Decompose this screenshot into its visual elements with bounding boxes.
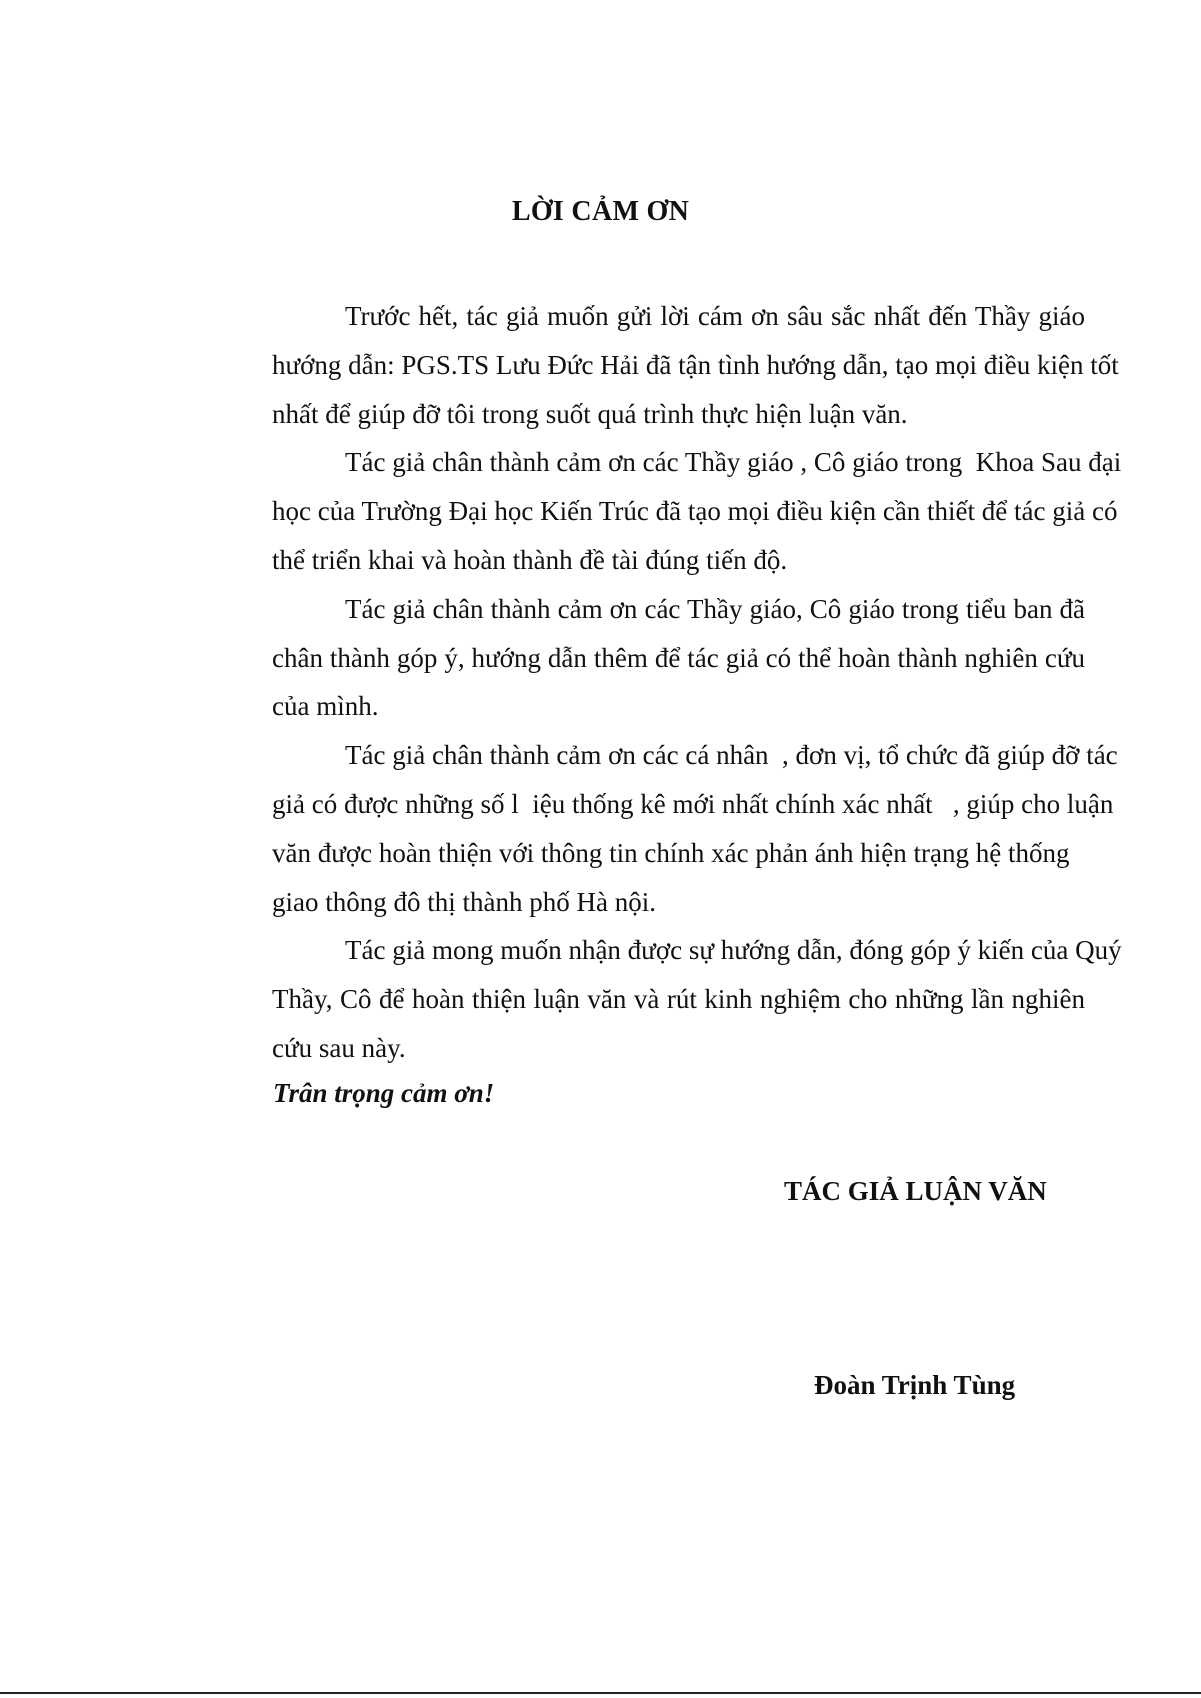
paragraph-line: chân thành góp ý, hướng dẫn thêm để tác giả có thể hoàn thành nghiên cứu	[272, 642, 1085, 673]
paragraph-line: Thầy, Cô để hoàn thiện luận văn và rút kinh nghiệm cho những lần nghiên	[272, 984, 1085, 1015]
paragraph-4	[200, 731, 1118, 926]
paragraph-3	[200, 585, 1085, 731]
signature-name: Đoàn Trịnh Tùng	[814, 1370, 1016, 1400]
paragraph-line: văn được hoàn thiện với thông tin chính xác phản ánh hiện trạng hệ thống	[272, 837, 1070, 868]
paragraph-line: cứu sau này.	[272, 1032, 406, 1063]
paragraph-5	[200, 926, 1122, 1072]
paragraph-line: Tác giả chân thành cảm ơn các Thầy giáo, Cô giáo trong tiểu ban đã	[345, 593, 1085, 624]
closing-line: Trân trọng cảm ơn!	[273, 1078, 495, 1108]
paragraph-line: hướng dẫn: PGS.TS Lưu Đức Hải đã tận tình hướng dẫn, tạo mọi điều kiện tốt	[272, 349, 1119, 380]
paragraph-line: nhất để giúp đỡ tôi trong suốt quá trình thực hiện luận văn.	[272, 398, 908, 429]
paragraph-line: giao thông đô thị thành phố Hà nội.	[272, 886, 656, 917]
paragraph-line: giả có được những số l iệu thống kê mới nhất chính xác nhất , giúp cho luận	[272, 788, 1114, 819]
paragraph-line: học của Trường Đại học Kiến Trúc đã tạo mọi điều kiện cần thiết để tác giả có	[272, 496, 1118, 527]
page-title: LỜI CẢM ƠN	[511, 196, 690, 227]
paragraph-line: thể triển khai và hoàn thành đề tài đúng tiến độ.	[272, 544, 788, 575]
bottom-divider	[0, 1692, 1201, 1694]
paragraph-1	[200, 292, 1119, 438]
paragraph-line: Tác giả chân thành cảm ơn các cá nhân , đơn vị, tổ chức đã giúp đỡ tác	[345, 740, 1118, 771]
paragraph-line: Trước hết, tác giả muốn gửi lời cám ơn sâu sắc nhất đến Thầy giáo	[345, 301, 1085, 331]
paragraph-line: Tác giả chân thành cảm ơn các Thầy giáo , Cô giáo trong Khoa Sau đại	[345, 447, 1122, 478]
paragraph-2	[200, 438, 1122, 584]
acknowledgement-body	[200, 292, 1122, 1073]
paragraph-line: Tác giả mong muốn nhận được sự hướng dẫn, đóng góp ý kiến của Quý	[345, 935, 1122, 966]
paragraph-line: của mình.	[272, 691, 379, 722]
signature-role: TÁC GIẢ LUẬN VĂN	[784, 1176, 1047, 1206]
